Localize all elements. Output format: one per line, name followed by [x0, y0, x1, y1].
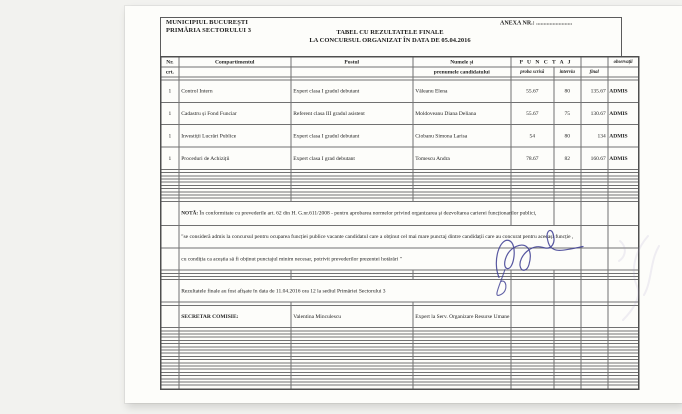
cell: SECRETAR COMISIE:	[179, 305, 291, 327]
header-row-2	[161, 67, 639, 77]
document-page	[125, 6, 682, 403]
cell: ADMIS	[608, 147, 639, 169]
cell: ADMIS	[608, 102, 639, 124]
org-line-1: MUNICIPIUL BUCUREȘTI	[166, 18, 248, 26]
col-post-2	[291, 67, 413, 77]
note-row	[161, 225, 639, 247]
cell: 1	[161, 102, 179, 124]
col-nume-2: prenumele candidatului	[413, 67, 511, 77]
cell: ADMIS	[608, 80, 639, 102]
col-punctaj-spacer	[581, 57, 608, 67]
cell: 75	[554, 102, 581, 124]
cell	[161, 280, 179, 302]
cell: Moldoveanu Diana Deliana	[413, 102, 511, 124]
cell: 1	[161, 80, 179, 102]
table-row	[161, 80, 639, 102]
cell: 1	[161, 125, 179, 147]
note-row	[161, 248, 639, 270]
cell: "se consideră admis la concursul pentru ocuparea funcției publice vacante candidatul care a obținut cel mai mare punctaj dintre candidații care au concurat pentru aceeași funcție ,	[179, 225, 581, 247]
col-compartiment: Compartimentul	[179, 57, 291, 67]
anexa-label: ANEXA NR.: ........................	[500, 19, 573, 26]
cell: cu condiția ca aceștia să fi obținut punctajul minim necesar, potrivit prevederilor prezentei hotărâri "	[179, 248, 581, 270]
cell	[161, 225, 179, 247]
cell: 135.67	[581, 80, 608, 102]
col-observatii-2	[608, 67, 639, 77]
col-observatii: observații	[608, 57, 639, 67]
cell: Expert la Serv. Organizare Resurse Umane	[413, 305, 511, 327]
cell: Proceduri de Achiziții	[179, 147, 291, 169]
title-line-2: LA CONCURSUL ORGANIZAT ÎN DATA DE 05.04.2016	[309, 36, 471, 44]
cell: 54	[511, 125, 554, 147]
cell	[608, 305, 639, 327]
col-compartiment-2	[179, 67, 291, 77]
col-interviu: interviu	[554, 67, 581, 77]
cell	[581, 201, 608, 225]
cell: Referent clasa III gradul asistent	[291, 102, 413, 124]
cell	[581, 385, 608, 389]
cell	[511, 305, 554, 327]
cell: 134	[581, 125, 608, 147]
cell	[291, 385, 413, 389]
cell: Valentina Minculescu	[291, 305, 413, 327]
cell: 80	[554, 125, 581, 147]
cell: Expert clasa I gradul debutant	[291, 80, 413, 102]
cell	[581, 248, 608, 270]
cell	[554, 305, 581, 327]
note-row	[161, 280, 639, 302]
cell	[511, 385, 554, 389]
col-nume: Numele și	[413, 57, 511, 67]
cell: 130.67	[581, 102, 608, 124]
cell	[161, 305, 179, 327]
cell	[608, 225, 639, 247]
cell	[608, 201, 639, 225]
cell: 82	[554, 147, 581, 169]
cell	[161, 248, 179, 270]
cell	[608, 248, 639, 270]
cell: 78.67	[511, 147, 554, 169]
table-body	[161, 77, 639, 390]
results-table	[160, 56, 640, 390]
table-header	[161, 57, 639, 77]
cell: 160.67	[581, 147, 608, 169]
cell: Rezultatele finale au fost afișate în data de 11.04.2016 ora 12 la sediul Primăriei Sectorului 3	[179, 280, 511, 302]
table-row	[161, 125, 639, 147]
note-row	[161, 201, 639, 225]
cell: 55.67	[511, 80, 554, 102]
org-line-2: PRIMĂRIA SECTORULUI 3	[166, 26, 252, 34]
cell: Cadastru și Fond Funciar	[179, 102, 291, 124]
empty-row	[161, 385, 639, 389]
header-row-1	[161, 57, 639, 67]
secretar-row	[161, 305, 639, 327]
col-final: final	[581, 67, 608, 77]
cell: Investiții Lucrări Publice	[179, 125, 291, 147]
cell	[554, 201, 581, 225]
cell: Expert clasa I grad debutant	[291, 147, 413, 169]
cell: NOTĂ: În conformitate cu prevederile art. 62 din H. G.nr.611/2008 - pentru aprobarea normelor privind organizarea și dezvoltarea carierei funcționarilor publici,	[179, 201, 511, 225]
cell: Văleanu Elena	[413, 80, 511, 102]
table-row	[161, 102, 639, 124]
cell: 55.67	[511, 102, 554, 124]
cell	[161, 385, 179, 389]
cell	[608, 385, 639, 389]
cell	[581, 280, 608, 302]
cell	[511, 280, 554, 302]
cell	[581, 305, 608, 327]
cell	[179, 385, 291, 389]
cell: Expert clasa I gradul debutant	[291, 125, 413, 147]
col-post: Postul	[291, 57, 413, 67]
cell	[161, 201, 179, 225]
col-punctaj: P U N C T A J	[511, 57, 581, 67]
title-line-1: TABEL CU REZULTATELE FINALE	[336, 28, 444, 36]
table-row	[161, 147, 639, 169]
cell	[413, 385, 511, 389]
cell: Control Intern	[179, 80, 291, 102]
col-nr: Nr.	[161, 57, 179, 67]
cell: 80	[554, 80, 581, 102]
cell	[554, 280, 581, 302]
cell	[608, 280, 639, 302]
cell: Tomescu Andra	[413, 147, 511, 169]
document-title	[160, 28, 620, 44]
col-proba-scrisa: proba scrisă	[511, 67, 554, 77]
cell	[554, 385, 581, 389]
cell: ADMIS	[608, 125, 639, 147]
cell: 1	[161, 147, 179, 169]
col-nr-2: crt.	[161, 67, 179, 77]
cell: Ciobanu Simona Larisa	[413, 125, 511, 147]
cell	[581, 225, 608, 247]
